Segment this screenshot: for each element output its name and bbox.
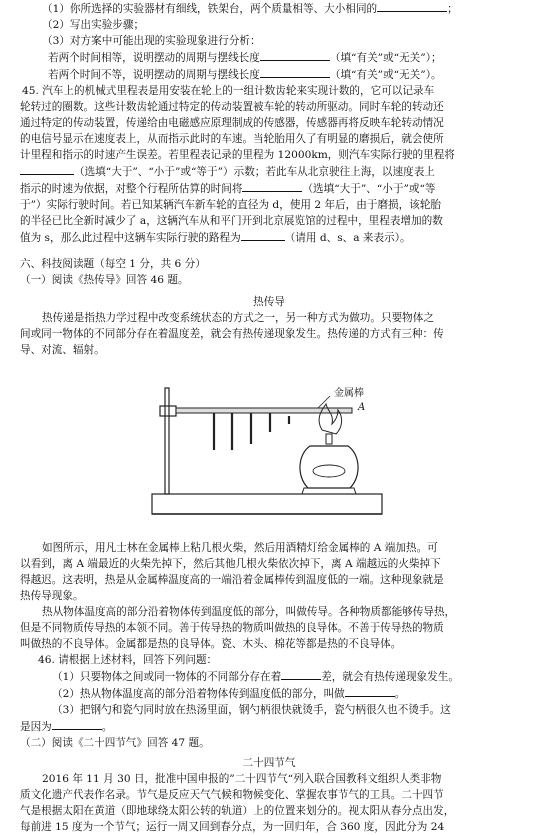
q45-line-4: 的电信号显示在速度表上，从而指示此时的车速。当轮胎用久了有明显的磨损后，就会使所 <box>20 133 444 145</box>
q-prev-line-5 <box>20 66 518 83</box>
p1-line-2: 间或同一物体的不同部分存在着温度差，就会有热传递现象发生。热传递的方式有三种：传 <box>20 328 444 340</box>
answer-blank[interactable] <box>377 0 447 12</box>
heat-conduction-figure <box>0 376 538 526</box>
label-end-a: A <box>358 402 366 413</box>
a2-line-1: 2016 年 11 月 30 日，批准中国申报的”二十四节气“列入联合国教科文组织人类非物 <box>42 773 442 785</box>
answer-blank[interactable] <box>345 685 395 697</box>
answer-blank[interactable] <box>242 180 302 192</box>
text: 是因为 <box>20 721 52 733</box>
q-prev-line-2: （2）写出实验步骤； <box>42 19 145 31</box>
p3-line-1: 热从物体温度高的部分沿着物体传到温度低的部分，叫做传导。各种物质都能够传导热， <box>42 606 456 618</box>
q45-line-8: 于”）实际行驶时间。若已知某辆汽车新车轮的直径为 d，使用 2 年后，由于磨损，该轮胎 <box>20 199 442 211</box>
p1-line-1: 热传递是指热力学过程中改变系统状态的方式之一，另一种方式为做功。只要物体之 <box>42 312 434 324</box>
text: 指示的时速为依据，对整个行程所估算的时间将 <box>20 183 243 195</box>
text: （1）只要物体之间或同一物体的不同部分存在着 <box>52 671 282 683</box>
article-title: 热传导 <box>253 296 285 308</box>
p1-line-3: 导、对流、辐射。 <box>20 344 105 356</box>
text: ； <box>447 3 458 15</box>
apparatus-drawing <box>0 376 538 526</box>
alcohol-lamp <box>300 446 358 488</box>
a2-line-4: 每前进 15 度为一个节气；运行一周又回到春分点，为一回归年，合 360 度，因此分为 24 <box>20 821 445 833</box>
q-prev-line-4 <box>20 49 518 66</box>
answer-blank[interactable] <box>260 66 330 78</box>
answer-blank[interactable] <box>281 668 321 680</box>
text: （选填“大于”、“小于”或“等于”）示数；若此车从北京驶往上海，以速度表上 <box>74 166 435 178</box>
text: 。 <box>394 688 406 700</box>
part-1-heading: （一）阅读《热传导》回答 46 题。 <box>20 274 189 286</box>
answer-blank[interactable] <box>260 49 330 61</box>
article2-title: 二十四节气 <box>242 757 296 769</box>
answer-blank[interactable] <box>52 718 102 730</box>
text: （填“有关”或“无关”）； <box>329 52 442 64</box>
q46-item-3: （3）把钢勺和瓷勺同时放在热汤里面，钢勺柄很快就烫手，瓷勺柄很久也不烫手。这 <box>52 704 451 716</box>
text: （2）热从物体温度高的部分沿着物体传到温度低的部分，叫做 <box>52 688 345 700</box>
q46-heading: 46. 请根据上述材料，回答下列问题： <box>38 654 218 666</box>
q45-line-10 <box>20 229 518 246</box>
q45-line-9: 的半径已比全新时减少了 a，这辆汽车从和平门开到北京展览馆的过程中，里程表增加的数 <box>20 215 443 227</box>
p2-line-1: 如图所示，用凡士林在金属棒上粘几根火柴，然后用酒精灯给金属棒的 A 端加热。可 <box>42 542 438 554</box>
q46-item-2 <box>20 685 518 702</box>
clamp <box>160 406 176 416</box>
q45-line-3: 通过特定的传动装置，传递给由电磁感应原理制成的传感器，传感器再将反映车轮转动情况 <box>20 117 444 129</box>
p2-line-3: 得越迟。这表明，热是从金属棒温度高的一端沿着金属棒传到温度低的一端。这种现象就是 <box>20 574 444 586</box>
answer-blank[interactable] <box>20 163 74 175</box>
answer-blank[interactable] <box>241 229 285 241</box>
stand-pole <box>165 388 169 494</box>
q-prev-line-1 <box>20 0 518 17</box>
section-6-heading: 六、科技阅读题（每空 1 分，共 6 分） <box>20 258 206 270</box>
text: 。 <box>101 721 113 733</box>
a2-line-2: 质文化遗产代表作名录。节气是反应天气气候和物候变化、掌握农事节气的工具。二十四节 <box>20 789 444 801</box>
text: 值为 s，那么此过程中这辆车实际行驶的路程为 <box>20 232 241 244</box>
q-prev-line-3: （3）对方案中可能出现的实验现象进行分析： <box>42 35 261 47</box>
q45-line-7 <box>20 180 518 197</box>
metal-rod <box>176 408 352 413</box>
text: 差，就会有热传递现象发生。 <box>321 671 459 683</box>
text: （填“有关”或“无关”）。 <box>329 69 442 81</box>
q45-line-6 <box>20 163 518 180</box>
q45-line-2: 轮转过的圈数。这些计数齿轮通过特定的传动装置被车轮的转动所驱动。同时车轮的转动还 <box>20 101 444 113</box>
text: 若两个时间相等，说明摆动的周期与摆线长度 <box>48 52 260 64</box>
p3-line-3: 叫做热的不良导体。金属都是热的良导体。瓷、木头、棉花等都是热的不良导体。 <box>20 638 402 650</box>
q45-line-1: 45. 汽车上的机械式里程表是用安装在轮上的一组计数齿轮来实现计数的，它可以记录车 <box>22 85 435 97</box>
wick <box>326 434 332 444</box>
p2-line-2: 以看到，离 A 端最近的火柴先掉下，然后其他几根火柴依次掉下，离 A 端越远的火柴掉下 <box>20 558 441 570</box>
p3-line-2: 但是不同物质传导热的本领不同。善于传导热的物质叫做热的良导体。不善于传导热的物质 <box>20 622 444 634</box>
q46-item-3-cont <box>20 718 518 735</box>
text: 若两个时间不等，说明摆动的周期与摆线长度 <box>48 69 260 81</box>
part-2-heading: （二）阅读《二十四节气》回答 47 题。 <box>20 737 210 749</box>
a2-line-3: 气是根据太阳在黄道（即地球绕太阳公转的轨道）上的位置来划分的。视太阳从春分点出发， <box>20 805 455 817</box>
p2-line-4: 热传导现象。 <box>20 590 84 602</box>
q46-item-1 <box>20 668 518 685</box>
label-metal-rod: 金属棒 <box>334 388 364 399</box>
text: （选填“大于”、“小于”或“等 <box>302 183 436 195</box>
text: （请用 d、s、a 来表示）。 <box>284 232 411 244</box>
q45-line-5: 计里程和指示的时速产生误差。若里程表记录的里程为 12000km，则汽车实际行驶的里程将 <box>20 149 455 161</box>
text: （1）你所选择的实验器材有细线，铁架台，两个质量相等、大小相同的 <box>42 3 378 15</box>
base-plate <box>152 494 382 514</box>
